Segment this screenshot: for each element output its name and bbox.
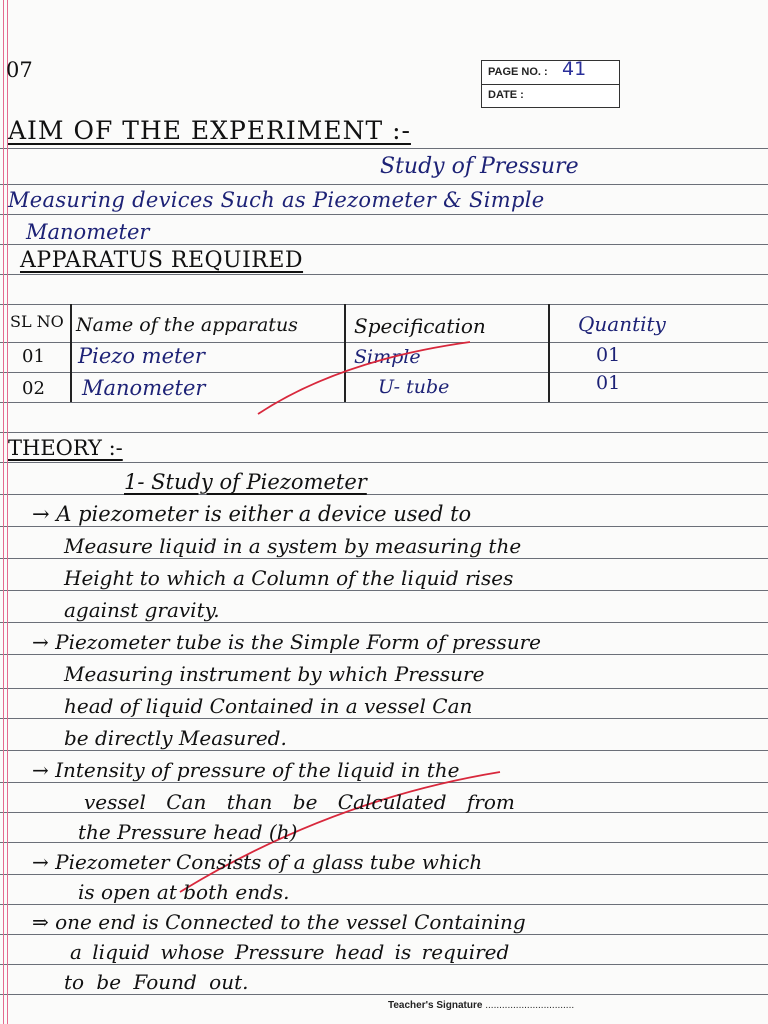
apparatus-heading: APPARATUS REQUIRED: [20, 248, 304, 273]
theory-line: against gravity.: [64, 598, 220, 622]
theory-line: the Pressure head (h): [78, 820, 298, 844]
page-no-label: PAGE NO. :: [488, 66, 548, 78]
aim-line-2: Measuring devices Such as Piezometer & Simple: [8, 188, 545, 212]
signature-line: ................................: [485, 1000, 575, 1011]
aim-line-1: Study of Pressure: [380, 154, 579, 179]
table-header-sl: SL NO: [10, 312, 64, 331]
experiment-number: 07: [6, 58, 33, 82]
table-row-2-qty: 01: [596, 372, 621, 394]
table-row-2-spec: U- tube: [378, 376, 450, 398]
table-header-qty: Quantity: [578, 312, 666, 336]
teacher-signature: [388, 1000, 574, 1011]
table-row-1-spec: Simple: [354, 346, 421, 368]
table-row-1-name: Piezo meter: [78, 344, 205, 368]
date-label: DATE :: [488, 89, 524, 101]
table-header-spec: Specification: [354, 314, 486, 338]
theory-subheading: 1- Study of Piezometer: [124, 470, 367, 494]
aim-line-3: Manometer: [26, 220, 150, 244]
theory-line: vessel Can than be Calculated from: [84, 790, 515, 814]
aim-heading: AIM OF THE EXPERIMENT :-: [8, 116, 411, 145]
page-number: 41: [562, 58, 587, 80]
table-row-2-name: Manometer: [82, 376, 206, 400]
theory-line: → A piezometer is either a device used to: [32, 502, 472, 526]
theory-line: head of liquid Contained in a vessel Can: [64, 694, 473, 718]
theory-line: → Piezometer Consists of a glass tube which: [32, 850, 483, 874]
theory-line: ⇒ one end is Connected to the vessel Containing: [32, 910, 526, 934]
theory-line: Measuring instrument by which Pressure: [64, 662, 485, 686]
table-row-2-sl: 02: [22, 378, 45, 399]
theory-line: Measure liquid in a system by measuring the: [64, 534, 522, 558]
theory-line: → Piezometer tube is the Simple Form of pressure: [32, 630, 541, 654]
table-header-name: Name of the apparatus: [76, 314, 298, 336]
table-row-1-sl: 01: [22, 346, 45, 367]
theory-heading: THEORY :-: [8, 436, 123, 460]
table-row-1-qty: 01: [596, 344, 621, 366]
theory-line: is open at both ends.: [78, 880, 290, 904]
theory-line: a liquid whose Pressure head is required: [70, 940, 510, 964]
theory-line: Height to which a Column of the liquid rises: [64, 566, 514, 590]
theory-line: be directly Measured.: [64, 726, 287, 750]
theory-line: → Intensity of pressure of the liquid in the: [32, 758, 460, 782]
signature-label: Teacher's Signature: [388, 1000, 483, 1011]
theory-line: to be Found out.: [64, 970, 249, 994]
